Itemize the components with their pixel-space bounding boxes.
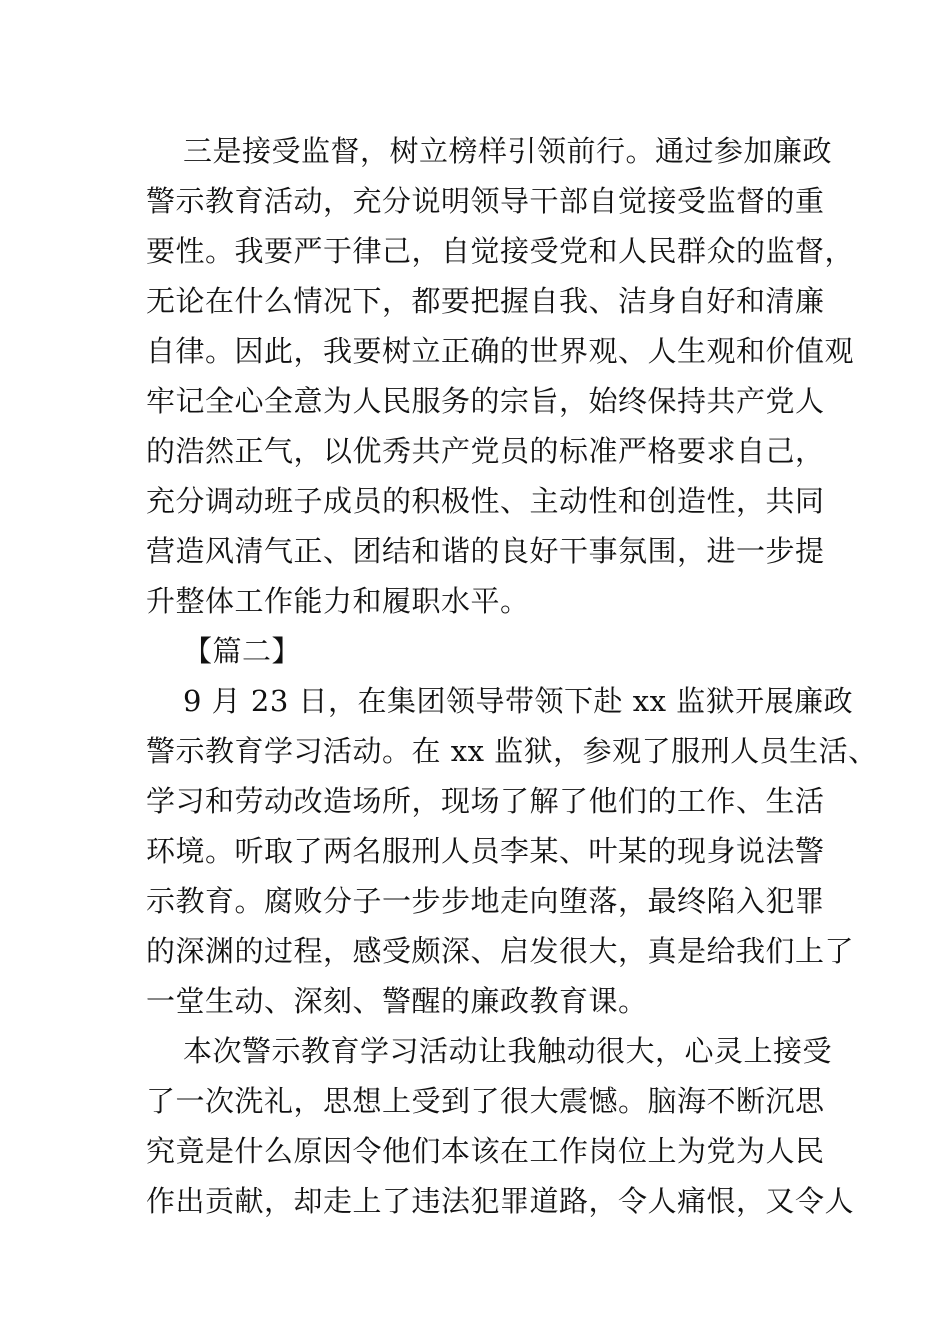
paragraph-line: 升整体工作能力和履职水平。 [146, 584, 530, 618]
paragraph-line: 充分调动班子成员的积极性、主动性和创造性，共同 [146, 484, 825, 518]
paragraph-line: 的深渊的过程，感受颇深、启发很大，真是给我们上了 [146, 934, 855, 968]
paragraph-line: 究竟是什么原因令他们本该在工作岗位上为党为人民 [146, 1134, 825, 1168]
paragraph-line: 警示教育活动，充分说明领导干部自觉接受监督的重 [146, 184, 825, 218]
paragraph-line: 三是接受监督，树立榜样引领前行。通过参加廉政 [183, 134, 833, 168]
paragraph-line: 无论在什么情况下，都要把握自我、洁身自好和清廉 [146, 284, 825, 318]
paragraph-line: 自律。因此，我要树立正确的世界观、人生观和价值观 [146, 334, 855, 368]
paragraph-line: 环境。听取了两名服刑人员李某、叶某的现身说法警 [146, 834, 825, 868]
paragraph-line: 9 月 23 日，在集团领导带领下赴 xx 监狱开展廉政 [183, 684, 854, 718]
paragraph-line: 学习和劳动改造场所，现场了解了他们的工作、生活 [146, 784, 825, 818]
paragraph-line: 的浩然正气，以优秀共产党员的标准严格要求自己， [146, 434, 825, 468]
paragraph-line: 一堂生动、深刻、警醒的廉政教育课。 [146, 984, 648, 1018]
paragraph-line: 牢记全心全意为人民服务的宗旨，始终保持共产党人 [146, 384, 825, 418]
section-heading: 【篇二】 [183, 634, 302, 668]
document-body [146, 126, 878, 1226]
paragraph-line: 作出贡献，却走上了违法犯罪道路，令人痛恨，又令人 [146, 1184, 855, 1218]
paragraph-line: 警示教育学习活动。在 xx 监狱，参观了服刑人员生活、 [146, 734, 878, 768]
paragraph-line: 要性。我要严于律己，自觉接受党和人民群众的监督， [146, 234, 855, 268]
paragraph-line: 营造风清气正、团结和谐的良好干事氛围，进一步提 [146, 534, 825, 568]
paragraph-line: 本次警示教育学习活动让我触动很大，心灵上接受 [183, 1034, 833, 1068]
paragraph-line: 了一次洗礼，思想上受到了很大震憾。脑海不断沉思 [146, 1084, 825, 1118]
paragraph-line: 示教育。腐败分子一步步地走向堕落，最终陷入犯罪 [146, 884, 825, 918]
